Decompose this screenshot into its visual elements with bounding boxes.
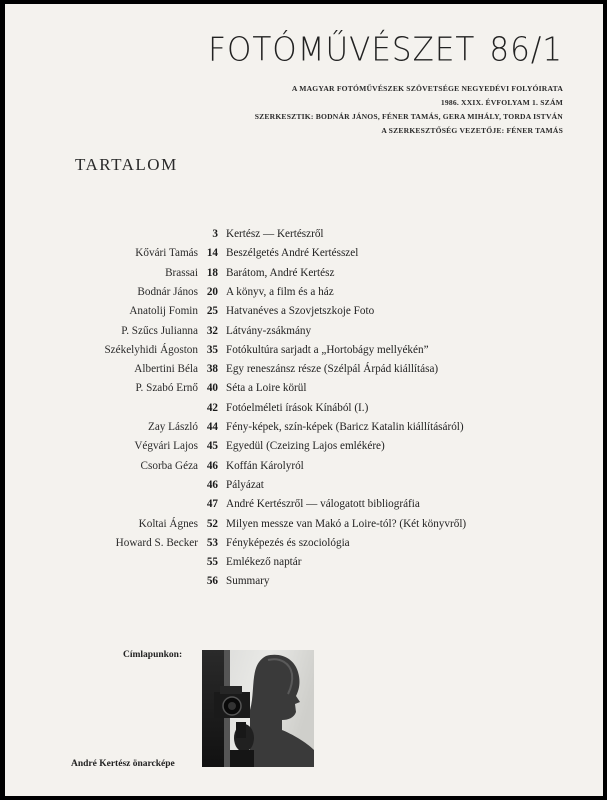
toc-author: Bodnár János xyxy=(137,285,198,298)
toc-entry xyxy=(5,400,603,416)
toc-heading: TARTALOM xyxy=(75,155,178,174)
toc-entry xyxy=(5,458,603,474)
toc-author: Anatolij Fomin xyxy=(129,305,198,318)
toc-page-number: 35 xyxy=(206,343,218,356)
toc-author: Brassai xyxy=(165,266,198,279)
toc-entry xyxy=(5,284,603,300)
toc-title: Egy reneszánsz része (Szélpál Árpád kiállítása) xyxy=(226,363,439,376)
toc-page-number: 32 xyxy=(206,324,218,337)
toc-entry xyxy=(5,516,603,532)
info-line-editor-in-chief: A SZERKESZTŐSÉG VEZETŐJE: FÉNER TAMÁS xyxy=(381,126,563,135)
magazine-page xyxy=(5,4,603,796)
toc-title: Summary xyxy=(226,575,270,588)
toc-entry xyxy=(5,361,603,377)
toc-entry xyxy=(5,342,603,358)
toc-entry xyxy=(5,535,603,551)
toc-title: Beszélgetés André Kertésszel xyxy=(226,247,359,260)
toc-title: Fotóelméleti írások Kínából (I.) xyxy=(226,401,369,414)
toc-entry xyxy=(5,380,603,396)
toc-author: Székelyhidi Ágoston xyxy=(104,343,198,356)
toc-page-number: 3 xyxy=(212,228,218,240)
toc-title: Barátom, André Kertész xyxy=(226,266,335,279)
toc-author: P. Szűcs Julianna xyxy=(121,324,198,337)
cover-label: Címlapunkon: xyxy=(123,650,183,660)
toc-title: Fotókultúra sarjadt a „Hortobágy mellyékén” xyxy=(226,343,429,356)
toc-page-number: 46 xyxy=(206,459,218,472)
toc-title: Séta a Loire körül xyxy=(226,382,307,395)
toc-page-number: 53 xyxy=(206,536,218,549)
masthead-issue: 86/1 xyxy=(489,31,563,69)
toc-title: Kertész — Kertészről xyxy=(226,228,324,240)
toc-entry xyxy=(5,554,603,570)
toc-entry xyxy=(5,245,603,261)
toc-author: Albertini Béla xyxy=(134,363,198,376)
toc-title: Emlékező naptár xyxy=(226,556,302,569)
toc-page-number: 47 xyxy=(206,498,218,511)
toc-entry xyxy=(5,477,603,493)
cover-photo-self-portrait xyxy=(202,650,314,767)
toc-entry xyxy=(5,419,603,435)
toc-entry xyxy=(5,226,603,242)
toc-author: Csorba Géza xyxy=(140,459,198,472)
toc-author: Végvári Lajos xyxy=(134,440,198,453)
toc-page-number: 20 xyxy=(206,285,218,298)
toc-page-number: 56 xyxy=(206,575,218,588)
toc-entry xyxy=(5,323,603,339)
toc-title: A könyv, a film és a ház xyxy=(226,285,334,298)
toc-page-number: 25 xyxy=(206,305,218,318)
toc-entry xyxy=(5,303,603,319)
toc-title: Fény-képek, szín-képek (Baricz Katalin kiállításáról) xyxy=(226,421,464,433)
toc-title: Fényképezés és szociológia xyxy=(226,536,350,549)
toc-entry xyxy=(5,265,603,281)
toc-page-number: 52 xyxy=(206,517,218,530)
toc-page-number: 45 xyxy=(206,440,218,453)
masthead-title: FOTÓMŰVÉSZET xyxy=(208,31,476,69)
toc-author: Zay László xyxy=(147,421,198,433)
toc-entry xyxy=(5,573,603,589)
toc-page-number: 55 xyxy=(206,556,218,569)
toc-title: Hatvanéves a Szovjetszkoje Foto xyxy=(226,305,375,318)
toc-page-number: 40 xyxy=(206,382,218,395)
cover-caption: André Kertész önarcképe xyxy=(71,759,175,769)
toc-page-number: 44 xyxy=(206,421,218,433)
info-line-volume: 1986. XXIX. ÉVFOLYAM 1. SZÁM xyxy=(440,98,563,107)
toc-author: Koltai Ágnes xyxy=(138,517,198,530)
info-line-publisher: A MAGYAR FOTÓMŰVÉSZEK SZÖVETSÉGE NEGYEDÉVI FOLYÓIRATA xyxy=(291,84,563,93)
toc-entry xyxy=(5,496,603,512)
toc-page-number: 14 xyxy=(206,247,218,260)
masthead xyxy=(208,31,563,69)
toc-author: Kővári Tamás xyxy=(135,247,198,260)
toc-page-number: 38 xyxy=(206,363,218,376)
publication-info xyxy=(255,82,563,138)
toc-page-number: 42 xyxy=(206,401,218,414)
toc-title: Pályázat xyxy=(226,478,264,491)
toc-page-number: 18 xyxy=(206,266,218,279)
toc-title: Koffán Károlyról xyxy=(226,459,304,472)
toc-title: Egyedül (Czeizing Lajos emlékére) xyxy=(226,440,385,453)
info-line-editors: SZERKESZTIK: BODNÁR JÁNOS, FÉNER TAMÁS, GERA MIHÁLY, TORDA ISTVÁN xyxy=(254,112,563,121)
toc-author: P. Szabó Ernő xyxy=(135,382,198,395)
toc-title: Látvány-zsákmány xyxy=(226,324,312,337)
toc-author: Howard S. Becker xyxy=(115,536,198,549)
toc-page-number: 46 xyxy=(206,478,218,491)
toc-entry xyxy=(5,438,603,454)
toc-title: André Kertészről — válogatott bibliográfia xyxy=(226,498,420,511)
toc-title: Milyen messze van Makó a Loire-tól? (Két könyvről) xyxy=(226,517,467,530)
